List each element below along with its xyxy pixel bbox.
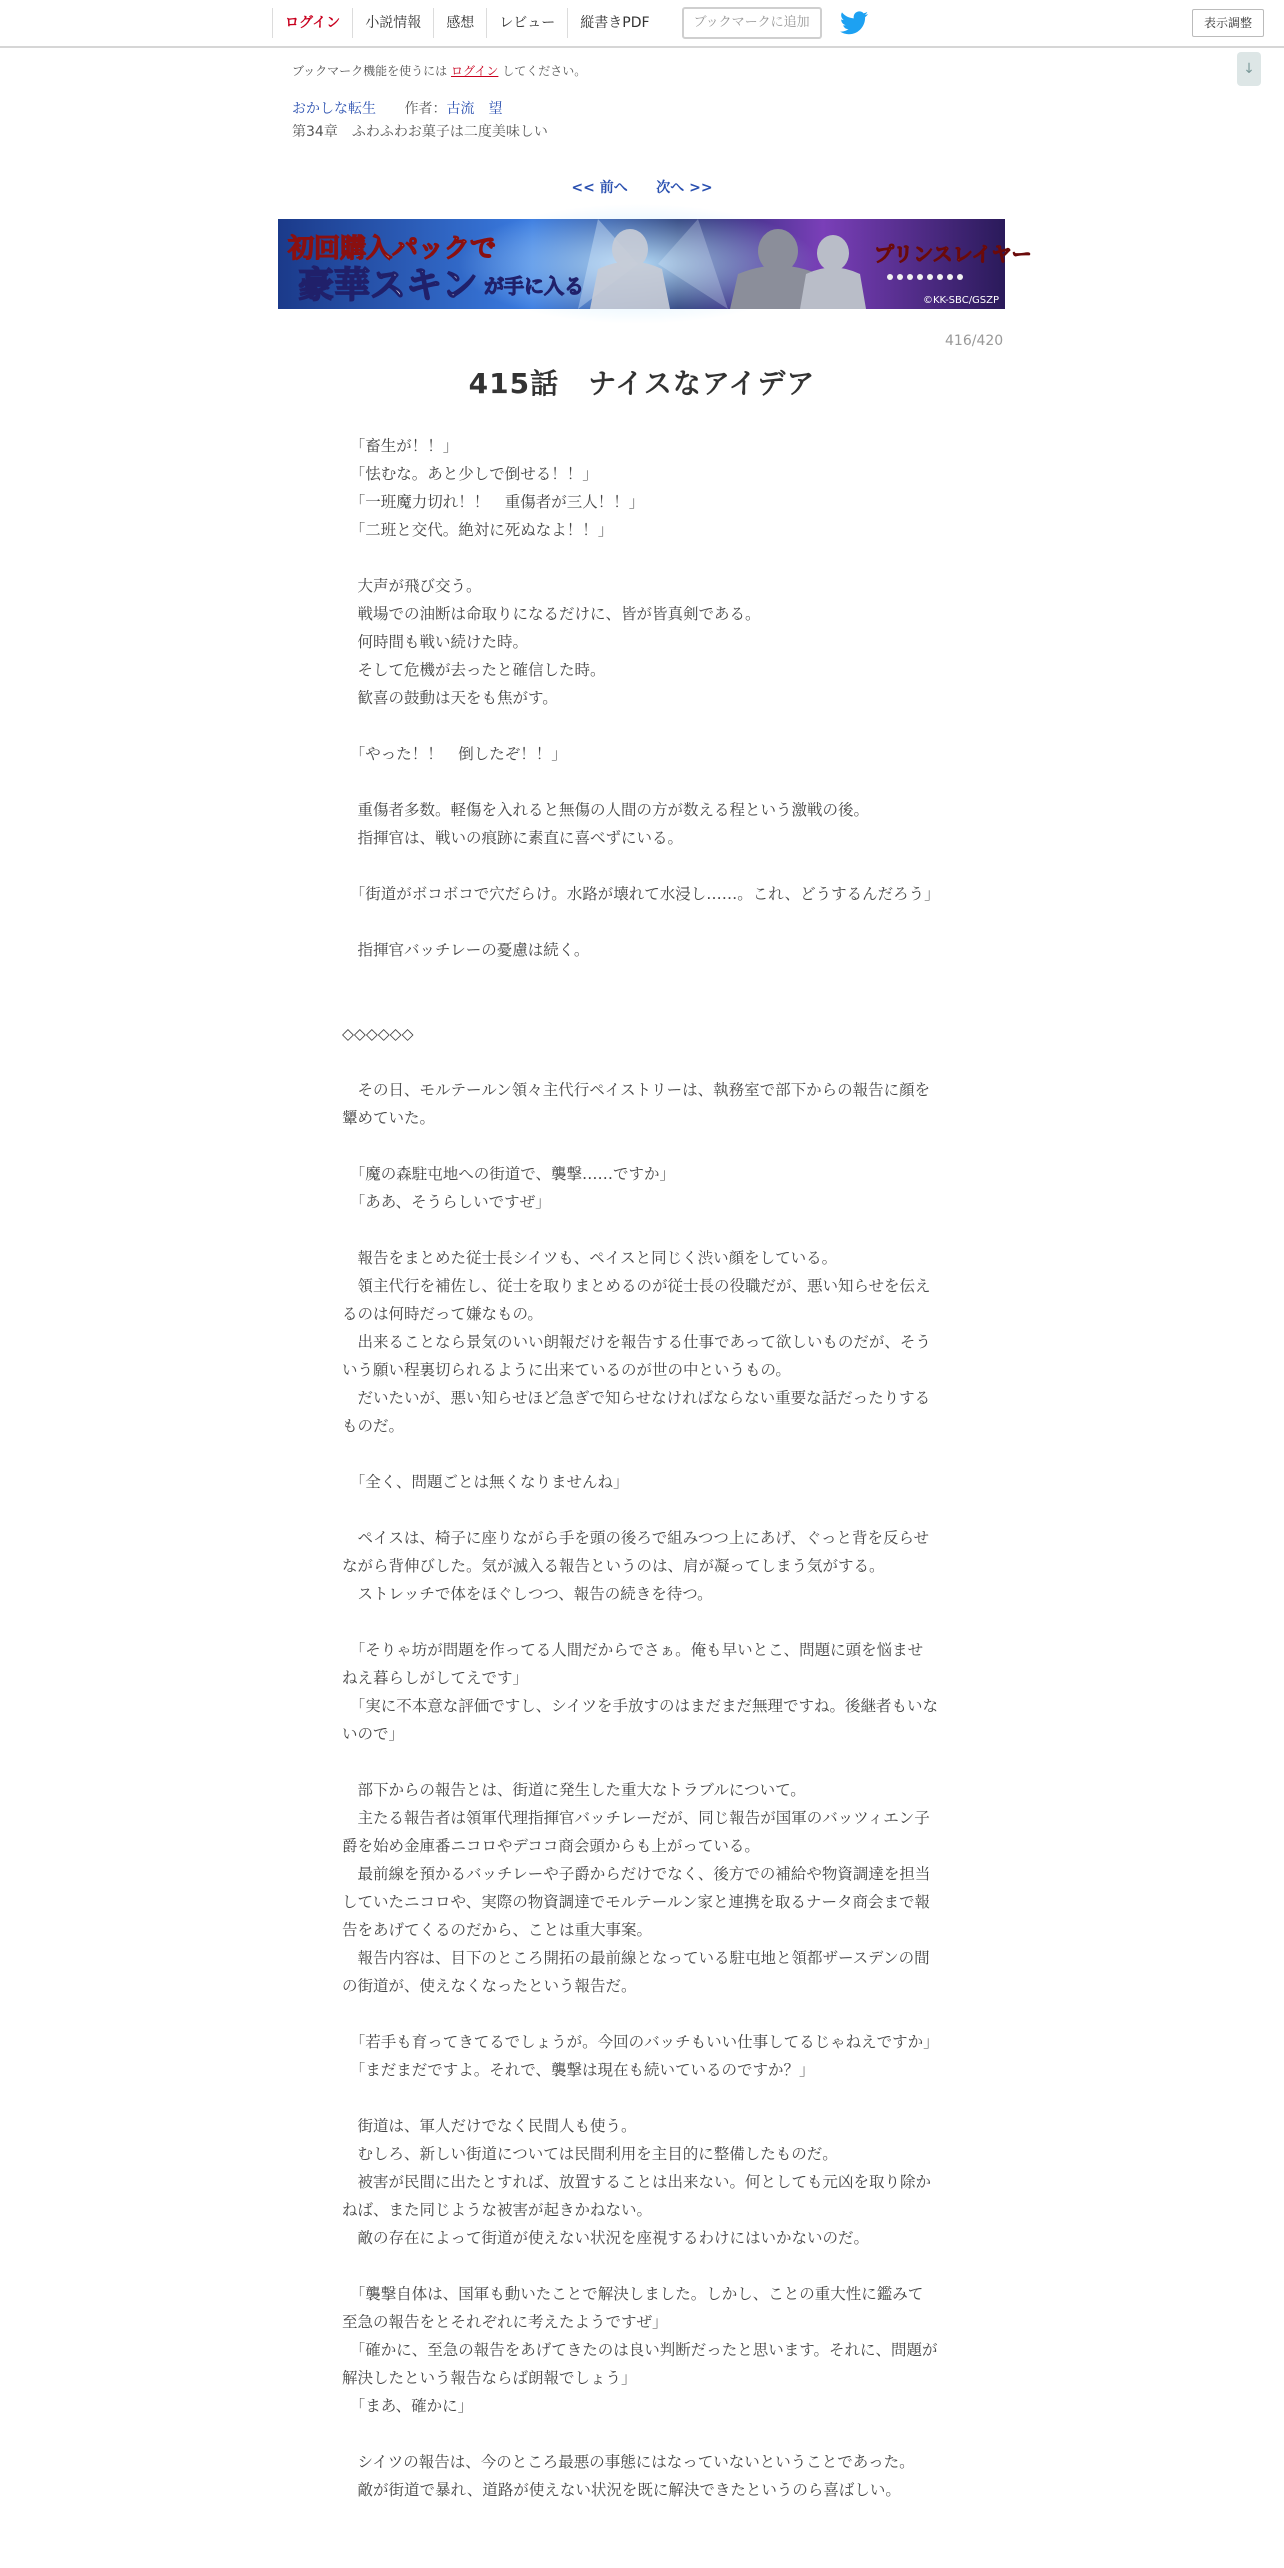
body-line: 指揮官は、戦いの痕跡に素直に喜べずにいる。 <box>342 829 684 847</box>
body-line: 大声が飛び交う。 <box>342 577 482 595</box>
episode-title: 415話 ナイスなアイデア <box>468 367 816 400</box>
body-line: 報告をまとめた従士長シイツも、ペイスと同じく渋い顔をしている。 <box>342 1249 838 1267</box>
page-number: 416/420 <box>945 333 1004 349</box>
body-line: 敵の存在によって街道が使えない状況を座視するわけにはいかないのだ。 <box>342 2229 870 2247</box>
blank-line <box>342 852 938 880</box>
bookmark-notice <box>292 62 586 79</box>
body-line: 「まあ、確かに」 <box>342 2397 474 2415</box>
body-line: 出来ることなら景気のいい朗報だけを報告する仕事であって欲しいものだが、そういう願い程裏切られるように出来ているのが世の中というもの。 <box>342 1333 931 1379</box>
main-nav <box>272 0 868 46</box>
body-line: 部下からの報告とは、街道に発生した重大なトラブルについて。 <box>342 1781 806 1799</box>
blank-line <box>342 544 938 572</box>
chapter-title: 第34章 ふわふわお菓子は二度美味しい <box>292 124 548 140</box>
body-line: むしろ、新しい街道については民間利用を主目的に整備したものだ。 <box>342 2145 838 2163</box>
ad-text-first-purchase: 初回購入パックで <box>288 234 497 264</box>
body-line: 重傷者多数。軽傷を入れると無傷の人間の方が数える程という激戦の後。 <box>342 801 870 819</box>
blank-line <box>342 1048 938 1076</box>
body-line: 「そりゃ坊が問題を作ってる人間だからでさぁ。俺も早いとこ、問題に頭を悩ませねえ暮らしがしてえです」 <box>342 1641 924 1687</box>
body-line: 歓喜の鼓動は天をも焦がす。 <box>342 689 558 707</box>
body-line: 「若手も育ってきてるでしょうが。今回のバッチもいい仕事してるじゃねえですか」 <box>342 2033 939 2051</box>
body-line: 「まだまだですよ。それで、襲撃は現在も続いているのですか？」 <box>342 2061 815 2079</box>
body-line: その日、モルテールン領々主代行ペイストリーは、執務室で部下からの報告に顔を顰めていた。 <box>342 1081 931 1127</box>
body-line: ペイスは、椅子に座りながら手を頭の後ろで組みつつ上にあげ、ぐっと背を反らせながら背伸びした。気が滅入る報告というのは、肩が凝ってしまう気がする。 <box>342 1529 929 1575</box>
body-line: 「全く、問題ごとは無くなりませんね」 <box>342 1473 629 1491</box>
body-line: 何時間も戦い続けた時。 <box>342 633 529 651</box>
blank-line <box>342 2420 938 2448</box>
author-label: 作者： <box>404 101 447 117</box>
body-line: 「実に不本意な評価ですし、シイツを手放すのはまだまだ無理ですね。後継者もいないので」 <box>342 1697 938 1743</box>
body-line: 主たる報告者は領軍代理指揮官バッチレーだが、同じ報告が国軍のバッツィエン子爵を始め金庫番ニコロやデココ商会頭からも上がっている。 <box>342 1809 930 1855</box>
body-line: 「確かに、至急の報告をあげてきたのは良い判断だったと思います。それに、問題が解決したという報告ならば朗報でしょう」 <box>342 2341 938 2387</box>
bookmark-notice-before: ブックマーク機能を使うには <box>292 64 451 78</box>
body-line: 「魔の森駐屯地への街道で、襲撃……ですか」 <box>342 1165 675 1183</box>
body-line: 「街道がボコボコで穴だらけ。水路が壊れて水浸し……。これ、どうするんだろう」 <box>342 885 940 903</box>
nav-vertical-pdf-link[interactable]: 縦書きPDF <box>567 8 661 38</box>
body-line: 「ああ、そうらしいですぜ」 <box>342 1193 551 1211</box>
ad-banner[interactable] <box>278 219 1032 309</box>
display-settings-button[interactable]: 表示調整 <box>1192 9 1264 37</box>
blank-line <box>342 768 938 796</box>
ad-text-skin: 豪華スキン <box>298 264 478 306</box>
novel-title-link[interactable]: おかしな転生 <box>292 101 376 117</box>
top-bar <box>0 0 1284 48</box>
body-line: 指揮官バッチレーの憂慮は続く。 <box>342 941 590 959</box>
ad-logo-prince-slayer: プリンスレイヤー <box>874 242 1032 266</box>
prev-page-link[interactable]: << 前へ <box>571 180 628 196</box>
blank-line <box>342 712 938 740</box>
nav-novel-info-link[interactable]: 小説情報 <box>352 8 433 38</box>
nav-impressions-link[interactable]: 感想 <box>433 8 486 38</box>
ad-banner-image <box>278 219 1032 309</box>
nav-review-link[interactable]: レビュー <box>486 8 567 38</box>
body-line: 領主代行を補佐し、従士を取りまとめるのが従士長の役職だが、悪い知らせを伝えるのは何時だって嫌なもの。 <box>342 1277 931 1323</box>
blank-line <box>342 992 938 1020</box>
body-line: そして危機が去ったと確信した時。 <box>342 661 606 679</box>
blank-line <box>342 1496 938 1524</box>
body-line: ストレッチで体をほぐしつつ、報告の続きを待つ。 <box>342 1585 713 1603</box>
body-line: 「二班と交代。絶対に死ぬなよ！！」 <box>342 521 614 539</box>
body-line: 「畜生が！！」 <box>342 437 459 455</box>
body-line: 「一班魔力切れ！！ 重傷者が三人！！」 <box>342 493 645 511</box>
novel-body-text <box>342 432 938 2504</box>
body-line: 街道は、軍人だけでなく民間人も使う。 <box>342 2117 637 2135</box>
body-line: 敵が街道で暴れ、道路が使えない状況を既に解決できたというのら喜ばしい。 <box>342 2481 901 2499</box>
body-line: 「怯むな。あと少しで倒せる！！」 <box>342 465 598 483</box>
body-line: ◇◇◇◇◇◇ <box>342 1025 414 1043</box>
twitter-icon[interactable] <box>840 11 868 35</box>
ad-text-get: が手に入る <box>484 274 584 298</box>
blank-line <box>342 964 938 992</box>
bookmark-login-link[interactable]: ログイン <box>450 64 499 78</box>
blank-line <box>342 908 938 936</box>
blank-line <box>342 1132 938 1160</box>
body-line: 被害が民間に出たとすれば、放置することは出来ない。何としても元凶を取り除かねば、また同じような被害が起きかねない。 <box>342 2173 932 2219</box>
nav-login-link[interactable]: ログイン <box>272 8 352 38</box>
blank-line <box>342 2084 938 2112</box>
blank-line <box>342 1216 938 1244</box>
scroll-down-tab[interactable]: ↓ <box>1237 52 1261 86</box>
body-line: 戦場での油断は命取りになるだけに、皆が皆真剣である。 <box>342 605 761 623</box>
body-line: 最前線を預かるバッチレーや子爵からだけでなく、後方での補給や物資調達を担当していたニコロや、実際の物資調達でモルテールン家と連携を取るナータ商会まで報告をあげてくるのだから、ことは重大事案。 <box>342 1865 931 1939</box>
blank-line <box>342 1748 938 1776</box>
blank-line <box>342 1440 938 1468</box>
pager <box>0 177 1284 197</box>
ad-copyright: ©KK-SBC/GSZP <box>923 295 1000 306</box>
next-page-link[interactable]: 次へ >> <box>656 180 713 196</box>
author-link[interactable]: 古流 望 <box>446 101 503 117</box>
blank-line <box>342 2000 938 2028</box>
blank-line <box>342 2252 938 2280</box>
novel-info <box>292 98 502 118</box>
blank-line <box>342 1608 938 1636</box>
body-line: だいたいが、悪い知らせほど急ぎで知らせなければならない重要な話だったりするものだ。 <box>342 1389 931 1435</box>
body-line: シイツの報告は、今のところ最悪の事態にはなっていないということであった。 <box>342 2453 915 2471</box>
body-line: 「やった！！ 倒したぞ！！」 <box>342 745 567 763</box>
add-bookmark-button[interactable]: ブックマークに追加 <box>682 7 822 39</box>
body-line: 報告内容は、目下のところ開拓の最前線となっている駐屯地と領都ザースデンの間の街道が、使えなくなったという報告だ。 <box>342 1949 930 1995</box>
bookmark-notice-after: してください。 <box>498 64 587 78</box>
body-line: 「襲撃自体は、国軍も動いたことで解決しました。しかし、ことの重大性に鑑みて至急の報告をとそれぞれに考えたようですぜ」 <box>342 2285 924 2331</box>
